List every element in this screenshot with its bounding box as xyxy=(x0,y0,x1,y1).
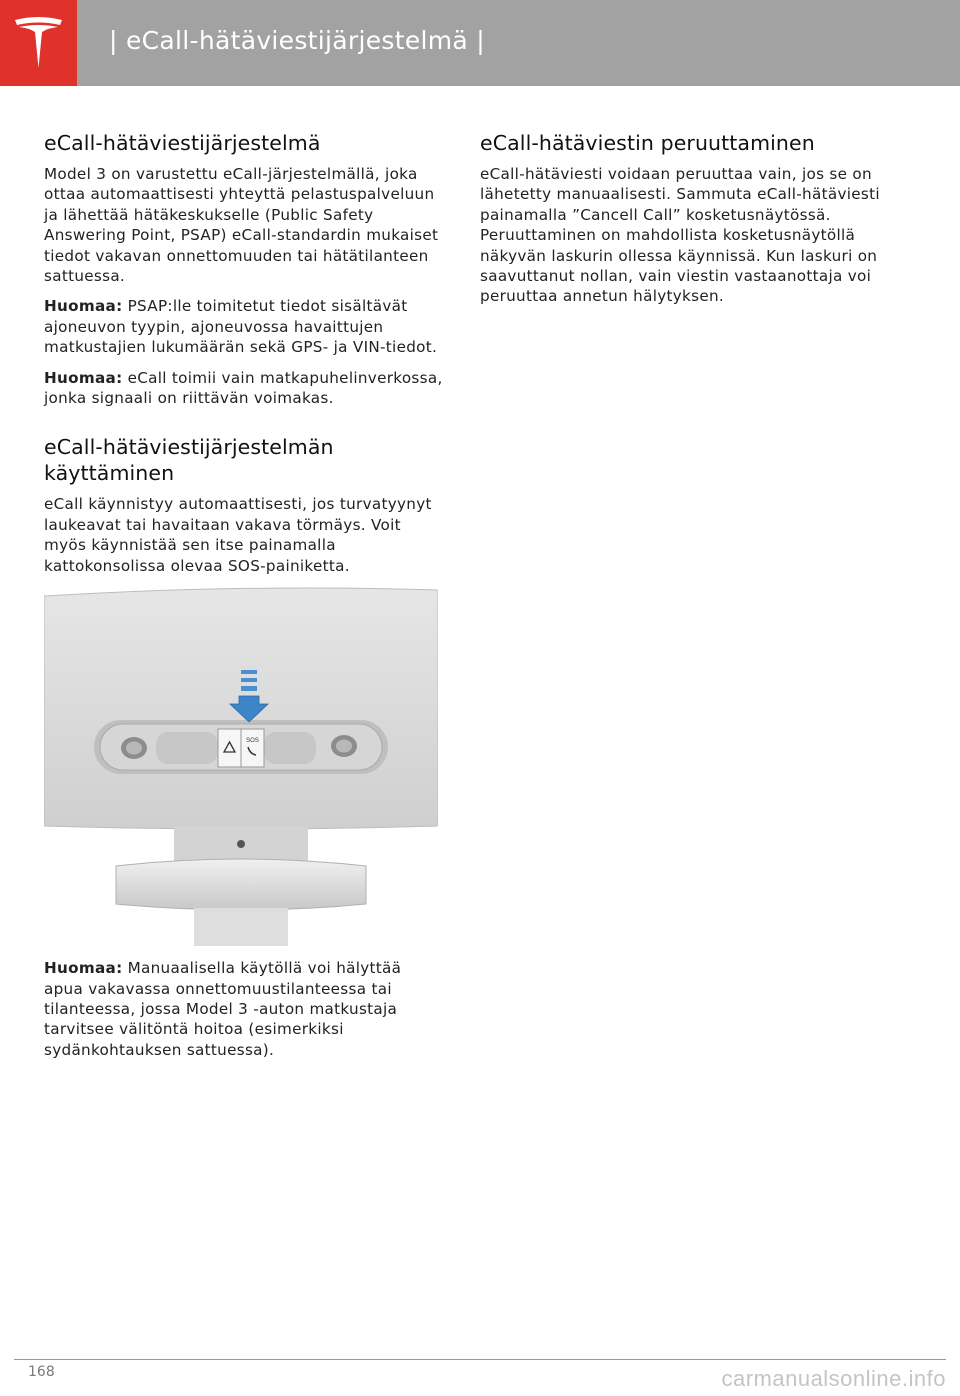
intro-paragraph: Model 3 on varustettu eCall-järjestelmällä, joka ottaa automaattisesti yhteyttä pelastuspalveluun ja lähettää hätäkeskukselle (Public Safety Answering Point, PSAP) eCall-standardin mukaiset tiedot vakavan onnettomuuden tai hätätilanteen sattuessa. xyxy=(44,165,439,286)
section-heading-ecall: eCall-hätäviestijärjestelmä xyxy=(44,131,321,155)
section-heading-usage: eCall-hätäviestijärjestelmän käyttäminen xyxy=(44,435,334,486)
sos-label: SOS xyxy=(246,738,259,745)
cancel-paragraph: eCall-hätäviesti voidaan peruuttaa vain, jos se on lähetetty manuaalisesti. Sammuta eCall-hätäviesti painamalla ”Cancell Call” kosketusnäytössä. Peruuttaminen on mahdollista kosketusnäytöllä näkyvän laskurin ollessa käynnissä. Kun laskuri on saavuttanut nollan, vain viestin vastaanottaja voi peruuttaa annetun hälytyksen. xyxy=(480,165,880,306)
tesla-t-icon xyxy=(13,16,64,70)
tesla-logo xyxy=(0,0,77,86)
watermark: carmanualsonline.info xyxy=(721,1366,946,1391)
note-text: PSAP:lle toimitetut tiedot sisältävät ajoneuvon tyypin, ajoneuvossa havaittujen matkustajien lukumäärän sekä GPS- ja VIN-tiedot. xyxy=(44,297,438,357)
note-text: Manuaalisella käytöllä voi hälyttää apua vakavassa onnettomuustilanteessa tai tilanteessa, jossa Model 3 -auton matkustaja tarvitsee välitöntä hoitoa (esimerkiksi sydänkohtauksen sattuessa). xyxy=(44,959,402,1059)
left-column xyxy=(44,130,444,1070)
note-label: Huomaa: xyxy=(44,368,123,387)
footer-divider xyxy=(14,1359,946,1360)
page-number: 168 xyxy=(28,1364,55,1380)
page-title: | eCall-hätäviestijärjestelmä | xyxy=(109,26,485,55)
right-column xyxy=(480,130,900,317)
usage-paragraph: eCall käynnistyy automaattisesti, jos turvatyynyt laukeavat tai havaitaan vakava törmäys. Voit myös käynnistää sen itse painamalla kattokonsolissa olevaa SOS-painiketta. xyxy=(44,495,432,575)
note-manual xyxy=(44,958,444,1060)
page-header xyxy=(0,0,960,86)
overhead-console-sos-illustration xyxy=(44,586,438,946)
note-network xyxy=(44,368,444,409)
section-heading-cancel: eCall-hätäviestin peruuttaminen xyxy=(480,131,815,155)
note-text: eCall toimii vain matkapuhelinverkossa, jonka signaali on riittävän voimakas. xyxy=(44,368,443,408)
note-label: Huomaa: xyxy=(44,297,123,316)
note-label: Huomaa: xyxy=(44,959,123,978)
note-psap xyxy=(44,296,444,357)
